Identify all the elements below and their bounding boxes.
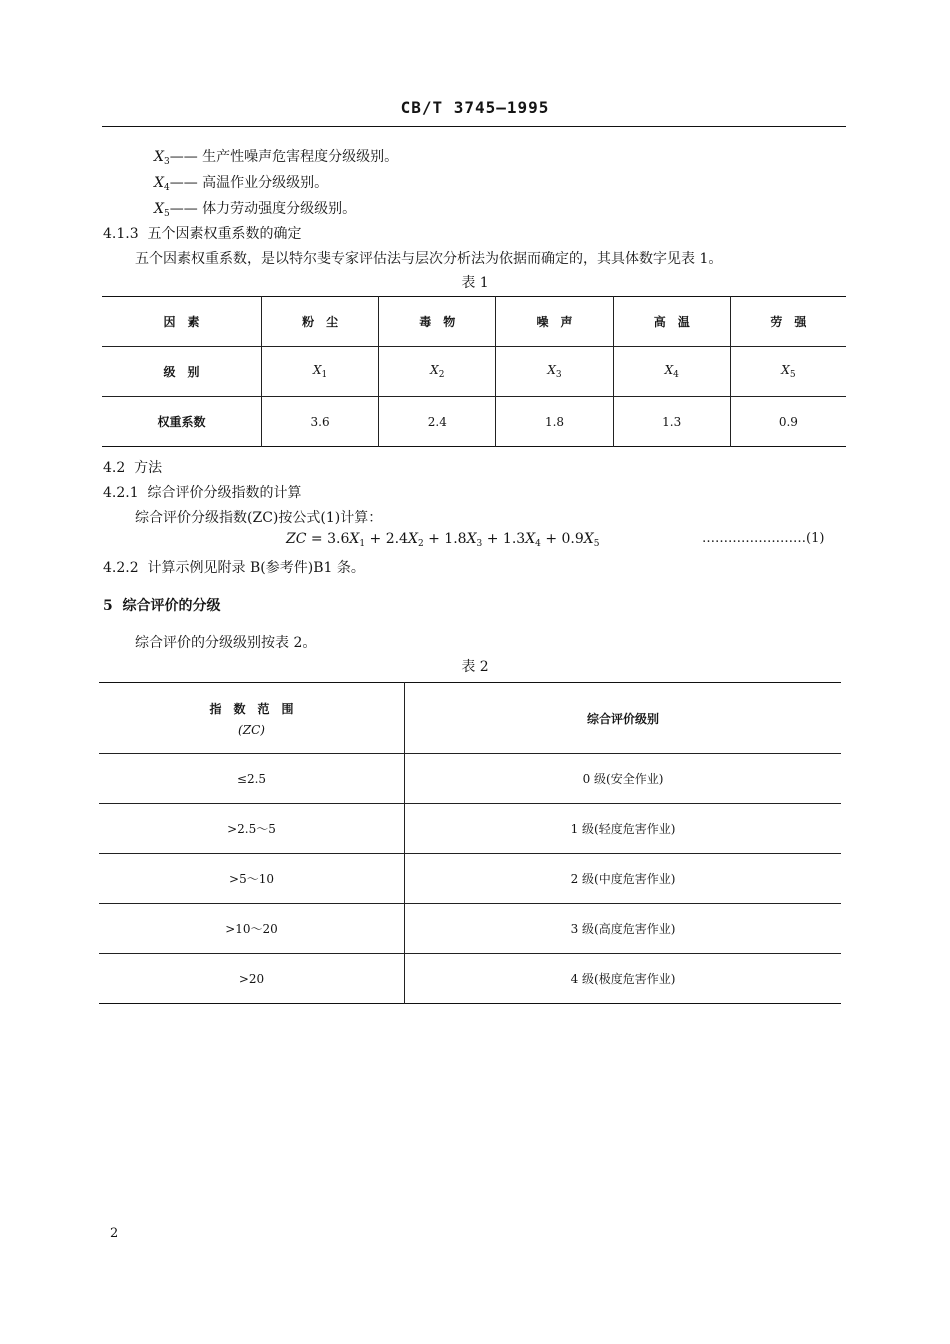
table-cell: 高 温 (613, 297, 730, 347)
page-number: 2 (110, 1226, 119, 1241)
table-cell: 权重系数 (102, 397, 262, 447)
formula-1: ZC = $3.6X_1 + 2.4X_2 + 1.8X_3 + 1.3X_4 + 0.9X_5$ (286, 531, 600, 549)
table-row (99, 854, 841, 904)
table-cell: 1.8 (496, 397, 613, 447)
table-cell: ≤2.5 (99, 754, 405, 804)
table-cell: $X_1$ (262, 347, 379, 397)
table-cell: $X_5$ (730, 347, 846, 397)
section-4-2-1-body: 综合评价分级指数(ZC)按公式(1)计算： (135, 510, 383, 526)
table1-caption: 表 1 (461, 275, 489, 291)
table-row (102, 397, 846, 447)
table-cell: 2.4 (379, 397, 496, 447)
section-4-2-2-heading: 4.2.2 计算示例见附录 B(参考件)B1 条。 (103, 560, 365, 576)
table-cell: 3.6 (262, 397, 379, 447)
range-header: 指 数 范 围 (209, 701, 294, 716)
table-cell: $X_4$ (613, 347, 730, 397)
table-cell: 2 级(中度危害作业) (405, 854, 842, 904)
table-cell: $X_2$ (379, 347, 496, 397)
table-cell: 1.3 (613, 397, 730, 447)
table-cell: 3 级(高度危害作业) (405, 904, 842, 954)
table-row (99, 683, 841, 754)
table-cell (99, 683, 405, 754)
section-4-2-1-heading: 4.2.1 综合评价分级指数的计算 (103, 485, 302, 501)
table-row (102, 297, 846, 347)
table-cell: 综合评价级别 (586, 711, 659, 726)
section-5-heading: 5 综合评价的分级 (103, 598, 221, 614)
table-cell: $X_3$ (496, 347, 613, 397)
table-cell: 级 别 (102, 347, 262, 397)
table-cell: 4 级(极度危害作业) (405, 954, 842, 1004)
table-row (99, 904, 841, 954)
table2-caption: 表 2 (461, 659, 489, 675)
range-header-zc: (ZC) (238, 722, 265, 737)
table-cell: 粉 尘 (262, 297, 379, 347)
table-cell: >5～10 (99, 854, 405, 904)
grade-table (99, 682, 841, 1004)
table-cell: 噪 声 (496, 297, 613, 347)
table-row (99, 954, 841, 1004)
formula-number: ……………………(1) (702, 531, 825, 546)
table-cell: >10～20 (99, 904, 405, 954)
section-5-body: 综合评价的分级级别按表 2。 (135, 635, 317, 651)
table-cell: 毒 物 (379, 297, 496, 347)
definition-x3: $X_3——$ 生产性噪声危害程度分级级别。 (154, 149, 399, 167)
header-rule (102, 126, 846, 127)
table-row (99, 804, 841, 854)
section-4-2-heading: 4.2 方法 (103, 460, 163, 476)
definition-x4: $X_4——$ 高温作业分级级别。 (154, 175, 329, 193)
table-row (102, 347, 846, 397)
table-cell: 因 素 (163, 315, 200, 329)
table-row (99, 754, 841, 804)
document-code-header: CB/T 3745—1995 (400, 98, 550, 117)
table-cell: 0 级(安全作业) (405, 754, 842, 804)
table-cell: 劳 强 (730, 297, 846, 347)
weight-coefficient-table (102, 296, 846, 447)
section-4-1-3-heading: 4.1.3 五个因素权重系数的确定 (103, 226, 302, 242)
section-4-1-3-body: 五个因素权重系数，是以特尔斐专家评估法与层次分析法为依据而确定的，其具体数字见表 1。 (135, 251, 723, 267)
table-cell: 1 级(轻度危害作业) (405, 804, 842, 854)
table-cell: 0.9 (730, 397, 846, 447)
table-cell: >2.5～5 (99, 804, 405, 854)
definition-x5: $X_5——$ 体力劳动强度分级级别。 (154, 201, 357, 219)
table-cell: >20 (99, 954, 405, 1004)
